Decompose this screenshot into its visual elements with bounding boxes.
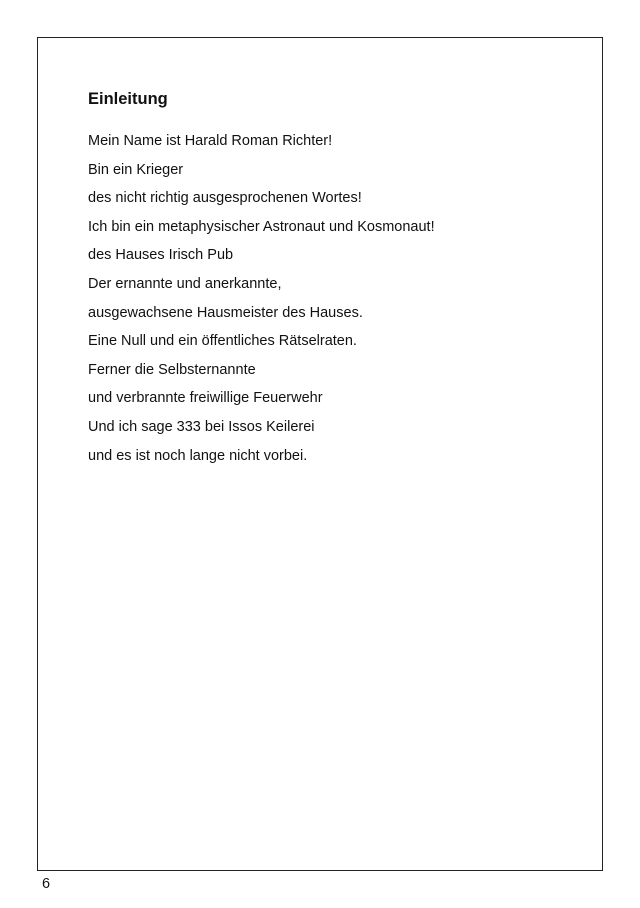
- poem-line: ausgewachsene Hausmeister des Hauses.: [88, 304, 363, 321]
- poem-line: des Hauses Irisch Pub: [88, 247, 234, 264]
- poem-line: Bin ein Krieger: [88, 161, 184, 178]
- page-number: 6: [42, 876, 51, 892]
- poem-line: des nicht richtig ausgesprochenen Wortes!: [88, 190, 362, 207]
- poem-line: Der ernannte und anerkannte,: [88, 275, 282, 292]
- poem-line: Mein Name ist Harald Roman Richter!: [88, 133, 333, 149]
- poem-line: und es ist noch lange nicht vorbei.: [88, 447, 308, 464]
- poem-line: Ferner die Selbsternannte: [88, 361, 256, 378]
- poem-line: und verbrannte freiwillige Feuerwehr: [88, 390, 323, 407]
- poem-line: Eine Null und ein öffentliches Rätselraten.: [88, 333, 357, 350]
- poem-lines: [88, 127, 435, 470]
- poem-line: Und ich sage 333 bei Issos Keilerei: [88, 418, 315, 435]
- section-heading: Einleitung: [88, 90, 168, 108]
- page-frame: [37, 37, 603, 871]
- poem-line: Ich bin ein metaphysischer Astronaut und Kosmonaut!: [88, 218, 435, 235]
